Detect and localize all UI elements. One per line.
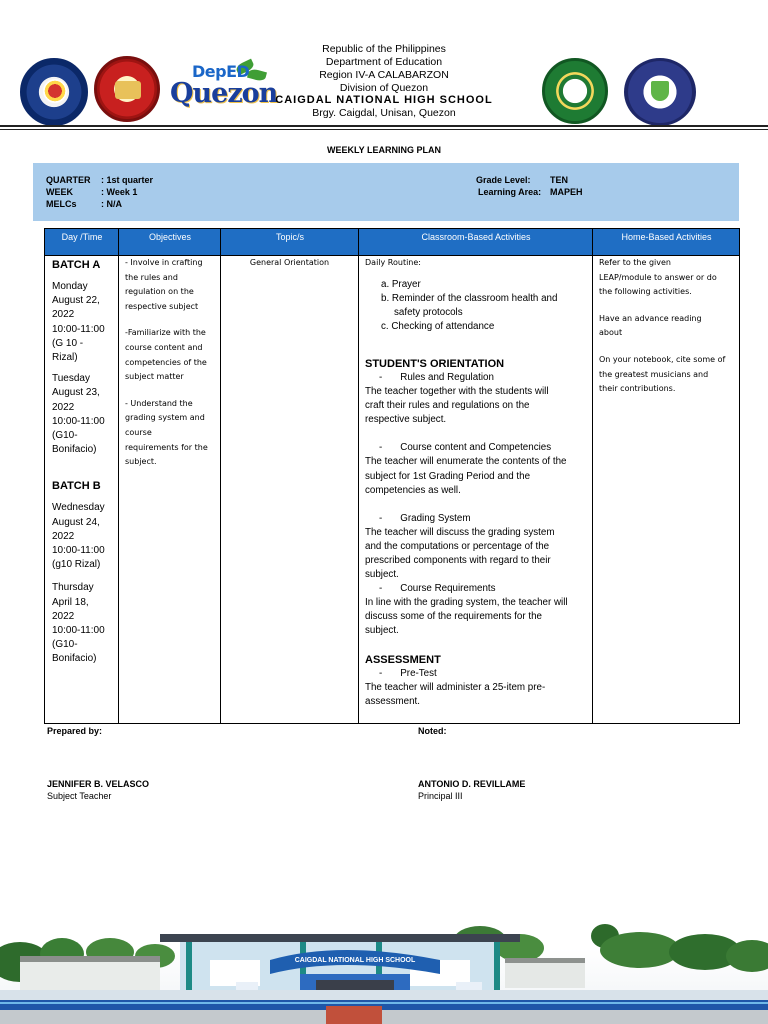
header-classroom-activities: Classroom-Based Activities — [421, 232, 531, 242]
objective-line: subject. — [125, 457, 157, 467]
column-divider — [592, 229, 593, 723]
batch-b-line-2: Bonifacio) — [52, 653, 97, 665]
learning-area-value: MAPEH — [550, 187, 583, 197]
prepared-by-label: Prepared by: — [47, 726, 103, 736]
batch-a-line: (G 10 - — [52, 337, 84, 349]
day-time-cell — [52, 258, 116, 667]
batch-b-label: BATCH B — [52, 480, 101, 493]
objective-line: the rules and — [125, 272, 178, 282]
home-activities-cell — [599, 256, 739, 397]
school-name: CAIGDAL NATIONAL HIGH SCHOOL — [275, 94, 493, 106]
assessment-subheading: - Pre-Test — [379, 667, 437, 679]
home-line: their contributions. — [599, 384, 676, 394]
topic-cell — [221, 256, 358, 271]
batch-a-line-2: 10:00-11:00 — [52, 415, 105, 427]
quarter-value: : 1st quarter — [101, 175, 154, 185]
batch-a-line: August 22, — [52, 295, 100, 307]
orientation-text: competencies as well. — [365, 484, 461, 496]
orientation-subheading: - Course Requirements — [379, 583, 496, 595]
objective-line: competencies of the — [125, 357, 207, 367]
melcs-value: : N/A — [101, 199, 122, 209]
noted-label: Noted: — [418, 726, 447, 736]
batch-b-line: (g10 Rizal) — [52, 559, 101, 571]
principal-name: ANTONIO D. REVILLAME — [418, 779, 526, 789]
column-divider — [220, 229, 221, 723]
objective-line: course content and — [125, 342, 203, 352]
week-value: : Week 1 — [101, 187, 138, 197]
header-objectives: Objectives — [148, 232, 192, 242]
batch-a-line: 10:00-11:00 — [52, 323, 105, 335]
batch-a-line: 2022 — [52, 309, 75, 321]
quarter-label: QUARTER — [46, 175, 91, 185]
header-home-activities: Home-Based Activities — [621, 232, 712, 242]
objective-line: respective subject — [125, 301, 199, 311]
header-day-time: Day /Time — [61, 232, 103, 242]
objective-line: -Familiarize with the — [125, 328, 206, 338]
batch-a-line: Rizal) — [52, 352, 78, 364]
weekly-plan-table — [44, 228, 740, 724]
header-line-department: Department of Education — [325, 56, 443, 68]
home-line: LEAP/module to answer or do — [599, 272, 717, 282]
objective-line: grading system and — [125, 413, 205, 423]
assessment-text: assessment. — [365, 695, 420, 707]
batch-a-line-2: Bonifacio) — [52, 444, 97, 456]
orientation-text: prescribed components with regard to their — [365, 555, 551, 566]
document-title: WEEKLY LEARNING PLAN — [326, 145, 441, 155]
orientation-heading: STUDENT'S ORIENTATION — [365, 357, 505, 370]
home-line: On your notebook, cite some of — [599, 354, 726, 364]
batch-a-line-2: (G10- — [52, 430, 78, 442]
learning-area-label: Learning Area: — [478, 187, 542, 197]
info-band — [33, 163, 739, 221]
week-label: WEEK — [46, 187, 73, 197]
objective-line: requirements for the — [125, 442, 208, 452]
batch-a-line-2: Tuesday — [52, 373, 90, 385]
routine-item: a. Prayer — [381, 278, 421, 290]
orientation-text: subject for 1st Grading Period and the — [365, 470, 531, 482]
orientation-text: respective subject. — [365, 414, 447, 426]
objective-line: - Understand the — [125, 398, 193, 408]
batch-a-line-2: August 23, — [52, 387, 100, 399]
orientation-text: The teacher will enumerate the contents of the — [365, 456, 567, 468]
table-header-row — [45, 229, 739, 256]
header-rule-thin — [0, 129, 768, 130]
batch-b-line: Wednesday — [52, 502, 105, 514]
header-line-region: Region IV-A CALABARZON — [319, 69, 449, 81]
column-divider — [118, 229, 119, 723]
batch-b-line-2: 10:00-11:00 — [52, 625, 105, 637]
batch-b-line-2: Thursday — [52, 582, 94, 594]
assessment-text: The teacher will administer a 25-item pre- — [365, 681, 546, 693]
orientation-text: In line with the grading system, the teacher will — [365, 597, 568, 609]
objective-line: regulation on the — [125, 287, 194, 297]
classroom-activities-cell — [365, 256, 591, 709]
batch-a-line-2: 2022 — [52, 401, 75, 413]
grade-level-label: Grade Level: — [476, 175, 531, 185]
home-line: the greatest musicians and — [599, 369, 709, 379]
orientation-text: and the computations or percentage of the — [365, 540, 550, 552]
orientation-text: subject. — [365, 625, 399, 637]
batch-b-line: August 24, — [52, 516, 100, 528]
column-divider — [358, 229, 359, 723]
teacher-name: JENNIFER B. VELASCO — [47, 779, 150, 789]
orientation-text: The teacher will discuss the grading system — [365, 526, 555, 538]
home-line: Have an advance reading — [599, 313, 702, 323]
batch-b-line-2: 2022 — [52, 610, 75, 622]
school-building-illustration — [0, 916, 768, 1024]
school-address: Brgy. Caigdal, Unisan, Quezon — [312, 107, 456, 119]
batch-a-line: Monday — [52, 281, 88, 292]
orientation-subheading: - Course content and Competencies — [379, 442, 552, 454]
header-line-republic: Republic of the Philippines — [322, 43, 446, 55]
orientation-text: subject. — [365, 569, 399, 581]
orientation-subheading: - Rules and Regulation — [379, 371, 494, 383]
home-line: the following activities. — [599, 287, 692, 297]
header-line-division: Division of Quezon — [339, 82, 429, 94]
routine-item: b. Reminder of the classroom health and — [381, 292, 558, 304]
objective-line: subject matter — [125, 372, 184, 382]
teacher-role: Subject Teacher — [47, 791, 112, 801]
building-sign-text: CAIGDAL NATIONAL HIGH SCHOOL — [294, 957, 416, 964]
batch-a-label: BATCH A — [52, 259, 101, 271]
principal-role: Principal III — [418, 791, 463, 801]
orientation-text: craft their rules and regulations on the — [365, 400, 530, 412]
routine-item: safety protocols — [394, 306, 463, 318]
logo-text-quezon: Quezon — [170, 78, 278, 109]
batch-b-line: 10:00-11:00 — [52, 545, 105, 557]
school-building-photo — [0, 916, 768, 1024]
orientation-text: discuss some of the requirements for the — [365, 611, 542, 623]
assessment-heading: ASSESSMENT — [365, 653, 441, 666]
objectives-cell — [125, 256, 220, 470]
grade-level-value: TEN — [550, 175, 568, 185]
orientation-text: The teacher together with the students will — [365, 386, 549, 398]
batch-b-line-2: April 18, — [52, 596, 89, 608]
header-rule-thick — [0, 125, 768, 127]
daily-routine-label: Daily Routine: — [365, 258, 421, 267]
melcs-label: MELCs — [46, 199, 77, 209]
topic-text: General Orientation — [249, 258, 330, 267]
home-line: Refer to the given — [599, 258, 671, 267]
routine-item: c. Checking of attendance — [381, 320, 495, 332]
objective-line: course — [125, 427, 152, 437]
batch-b-line: 2022 — [52, 530, 75, 542]
orientation-subheading: - Grading System — [379, 512, 471, 524]
header-topics: Topic/s — [275, 232, 304, 242]
home-line: about — [599, 328, 623, 338]
objective-line: - Involve in crafting — [125, 258, 203, 267]
logo-text-deped: DepED — [192, 62, 250, 81]
batch-b-line-2: (G10- — [52, 639, 78, 651]
